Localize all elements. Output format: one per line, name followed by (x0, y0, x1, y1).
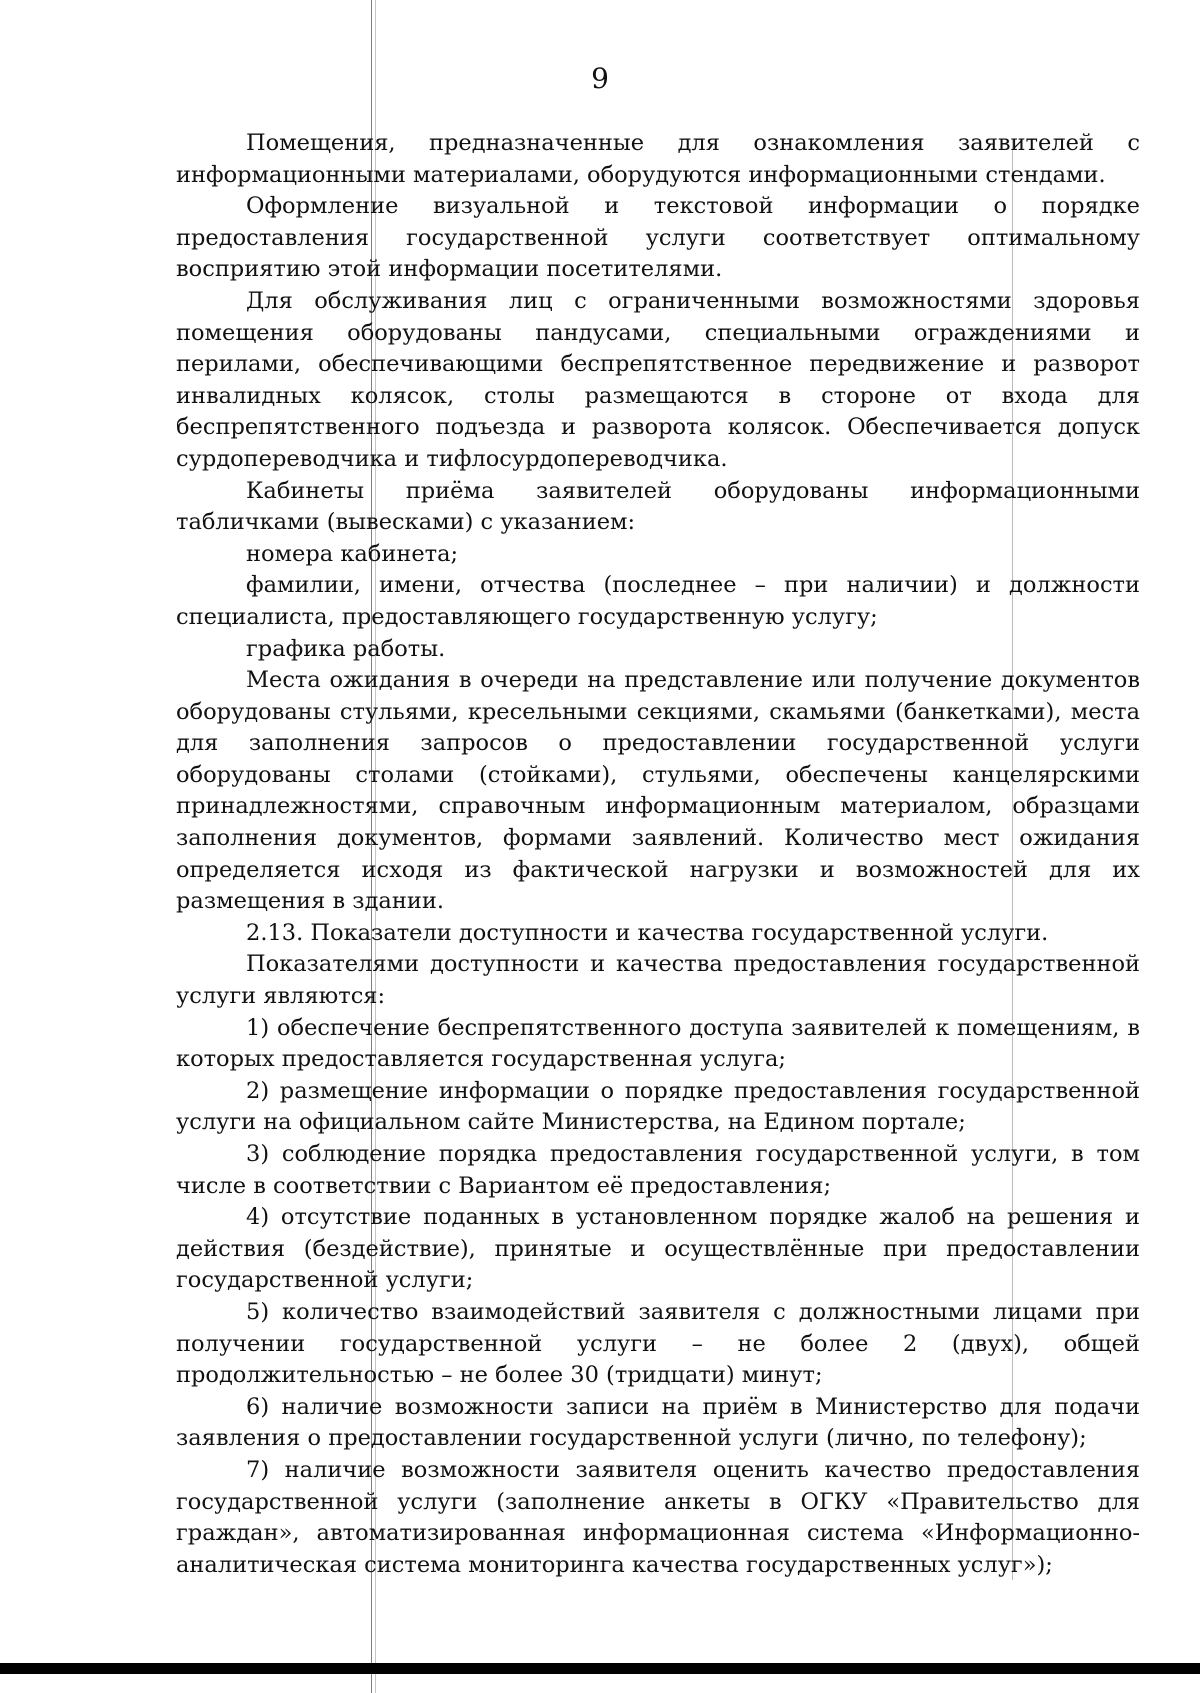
document-body (176, 128, 1140, 1581)
numbered-item: 3) соблюдение порядка предоставления государственной услуги, в том числе в соответствии с Вариантом её предоставления; (176, 1141, 1140, 1199)
numbered-item: 4) отсутствие поданных в установленном порядке жалоб на решения и действия (бездействие), принятые и осуществлённые при предоставлении государственной услуги; (176, 1204, 1140, 1294)
paragraph: Кабинеты приёма заявителей оборудованы информационными табличками (вывесками) с указанием: (176, 477, 1140, 536)
list-item: номера кабинета; (246, 540, 459, 567)
paragraph: Оформление визуальной и текстовой информации о порядке предоставления государственной услуги соответствует оптимальному восприятию этой информации посетителями. (176, 193, 1140, 283)
list-item: графика работы. (246, 635, 446, 662)
scan-edge-band (0, 1663, 1200, 1674)
numbered-item: 6) наличие возможности записи на приём в Министерство для подачи заявления о предоставлении государственной услуги (лично, по телефону); (176, 1393, 1140, 1452)
numbered-item: 5) количество взаимодействий заявителя с должностными лицами при получении государственной услуги – не более 2 (двух), общей продолжительностью – не более 30 (тридцати) минут; (176, 1298, 1140, 1389)
paragraph: Показателями доступности и качества предоставления государственной услуги являются: (176, 951, 1140, 1010)
section-heading: 2.13. Показатели доступности и качества государственной услуги. (246, 919, 1049, 946)
numbered-item: 1) обеспечение беспрепятственного доступа заявителей к помещениям, в которых предоставляется государственная услуга; (176, 1014, 1140, 1073)
numbered-item: 7) наличие возможности заявителя оценить качество предоставления государственной услуги (заполнение анкеты в ОГКУ «Правительство для граждан», автоматизированная информационная система «Информационно-аналитическая система мониторинга качества государственных услуг»); (176, 1456, 1140, 1578)
page-number: 9 (591, 62, 609, 95)
paragraph: Для обслуживания лиц с ограниченными возможностями здоровья помещения оборудованы пандусами, специальными ограждениями и перилами, обеспечивающими беспрепятственное передвижение и разворот инвалидных колясок, столы размещаются в стороне от входа для беспрепятственного подъезда и разворота колясок. Обеспечивается допуск сурдопереводчика и тифлосурдопереводчика. (176, 287, 1140, 472)
list-item: фамилии, имени, отчества (последнее – при наличии) и должности специалиста, предоставляющего государственную услугу; (176, 572, 1140, 630)
numbered-item: 2) размещение информации о порядке предоставления государственной услуги на официальном сайте Министерства, на Едином портале; (176, 1077, 1140, 1136)
paragraph: Помещения, предназначенные для ознакомления заявителей с информационными материалами, оборудуются информационными стендами. (176, 130, 1140, 188)
paragraph: Места ожидания в очереди на представление или получение документов оборудованы стульями, кресельными секциями, скамьями (банкетками), места для заполнения запросов о предоставлении государственной услуги оборудованы столами (стойками), стульями, обеспечены канцелярскими принадлежностями, справочным информационным материалом, образцами заполнения документов, формами заявлений. Количество мест ожидания определяется исходя из фактической нагрузки и возможностей для их размещения в здании. (176, 667, 1140, 915)
